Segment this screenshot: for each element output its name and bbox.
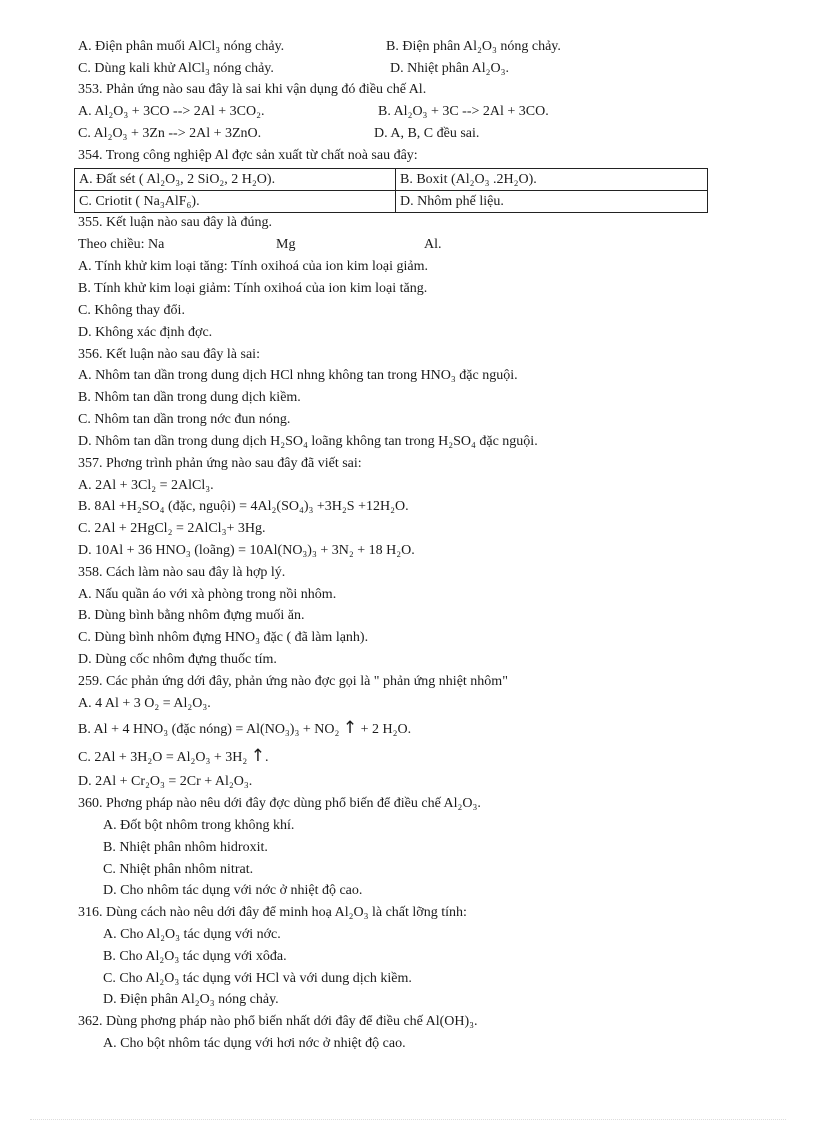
sequence-item: Mg [276,237,296,252]
sequence-item: Al. [424,237,442,252]
option-line: C. Al₂O₃ + 3Zn --> 2Al + 3ZnO. [78,126,262,141]
up-arrow-icon: ↑ [342,718,358,738]
option-line: A. Tính khử kim loại tăng: Tính oxihoá của ion kim loại giảm. [78,259,429,274]
option-line: D. A, B, C đều sai. [374,126,480,141]
option-text: . [264,750,269,765]
option-line: B. Al₂O₃ + 3C --> 2Al + 3CO. [378,104,549,119]
option-line: C. Dùng bình nhôm đựng HNO₃ đặc ( đã làm lạnh). [78,630,369,645]
option-line: D. Cho nhôm tác dụng với nớc ở nhiệt độ cao. [103,883,363,898]
option-line: B. Tính khử kim loại giảm: Tính oxihoá của ion kim loại tăng. [78,281,428,296]
question-354: 354. Trong công nghiệp Al đợc sản xuất từ chất noà sau đây: [78,148,418,163]
table-row [75,191,708,213]
table-cell: D. Nhôm phế liệu. [396,191,708,213]
option-line: C. 2Al + 2HgCl₂ = 2AlCl₃+ 3Hg. [78,521,266,536]
option-line: A. 4 Al + 3 O₂ = Al₂O₃. [78,696,211,711]
option-line: C. Không thay đổi. [78,303,185,318]
option-line: A. Nấu quần áo với xà phòng trong nồi nhôm. [78,587,337,602]
option-line: C. Nhiệt phân nhôm nitrat. [103,862,254,877]
question-357: 357. Phơng trình phản ứng nào sau đây đã viết sai: [78,456,362,471]
option-text: C. 2Al + 3H₂O = Al₂O₃ + 3H₂ [78,750,248,765]
option-line: D. Không xác định đợc. [78,325,213,340]
option-line: D. Điện phân Al₂O₃ nóng chảy. [103,992,279,1007]
option-line: D. 10Al + 36 HNO₃ (loãng) = 10Al(NO₃)₃ + 3N₂ + 18 H₂O. [78,543,415,558]
option-line: C. Nhôm tan dần trong nớc đun nóng. [78,412,291,427]
option-line: B. Điện phân Al₂O₃ nóng chảy. [386,39,561,54]
question-356: 356. Kết luận nào sau đây là sai: [78,347,260,362]
option-line: B. 8Al +H₂SO₄ (đặc, nguội) = 4Al₂(SO₄)₃ +3H₂S +12H₂O. [78,499,409,514]
sequence-label: Theo chiều: Na [78,237,165,252]
option-line: B. Cho Al₂O₃ tác dụng với xôđa. [103,949,287,964]
option-line: C. Dùng kali khử AlCl₃ nóng chảy. [78,61,274,76]
option-line: C. Cho Al₂O₃ tác dụng với HCl và với dung dịch kiềm. [103,971,412,986]
option-line [78,718,412,739]
option-line: B. Dùng bình bằng nhôm đựng muối ăn. [78,608,305,623]
question-316: 316. Dùng cách nào nêu dới đây để minh hoạ Al₂O₃ là chất lỡng tính: [78,905,467,920]
table-cell: A. Đất sét ( Al₂O₃, 2 SiO₂, 2 H₂O). [75,169,396,191]
question-355: 355. Kết luận nào sau đây là đúng. [78,215,273,230]
option-line: A. 2Al + 3Cl₂ = 2AlCl₃. [78,478,214,493]
question-259: 259. Các phản ứng dới đây, phản ứng nào đợc gọi là " phản ứng nhiệt nhôm" [78,674,508,689]
table-cell: B. Boxit (Al₂O₃ .2H₂O). [396,169,708,191]
option-line: A. Al₂O₃ + 3CO --> 2Al + 3CO₂. [78,104,265,119]
option-text: + 2 H₂O. [360,722,412,737]
option-line: B. Nhiệt phân nhôm hidroxit. [103,840,268,855]
question-360: 360. Phơng pháp nào nêu dới đây đợc dùng phổ biến để điều chế Al₂O₃. [78,796,481,811]
option-line: D. Dùng cốc nhôm đựng thuốc tím. [78,652,277,667]
up-arrow-icon: ↑ [250,746,265,766]
option-line: A. Đốt bột nhôm trong không khí. [103,818,295,833]
page-bottom-divider [30,1119,786,1120]
options-table [74,168,708,213]
option-line: A. Cho bột nhôm tác dụng với hơi nớc ở nhiệt độ cao. [103,1036,406,1051]
question-358: 358. Cách làm nào sau đây là hợp lý. [78,565,286,580]
question-362: 362. Dùng phơng pháp nào phổ biến nhất dới đây để điều chế Al(OH)₃. [78,1014,478,1029]
option-line: A. Cho Al₂O₃ tác dụng với nớc. [103,927,281,942]
option-line: B. Nhôm tan dần trong dung dịch kiềm. [78,390,301,405]
table-cell: C. Criotit ( Na₃AlF₆). [75,191,396,213]
option-line: A. Nhôm tan dần trong dung dịch HCl nhng không tan trong HNO₃ đặc nguội. [78,368,518,383]
option-line [78,746,269,767]
table-row [75,169,708,191]
option-text: B. Al + 4 HNO₃ (đặc nóng) = Al(NO₃)₃ + NO₂ [78,722,340,737]
option-line: D. Nhiệt phân Al₂O₃. [390,61,510,76]
option-line: A. Điện phân muối AlCl₃ nóng chảy. [78,39,285,54]
option-line: D. Nhôm tan dần trong dung dịch H₂SO₄ loãng không tan trong H₂SO₄ đặc nguội. [78,434,538,449]
option-line: D. 2Al + Cr₂O₃ = 2Cr + Al₂O₃. [78,774,253,789]
question-353: 353. Phản ứng nào sau đây là sai khi vận dụng đó điều chế Al. [78,82,427,97]
